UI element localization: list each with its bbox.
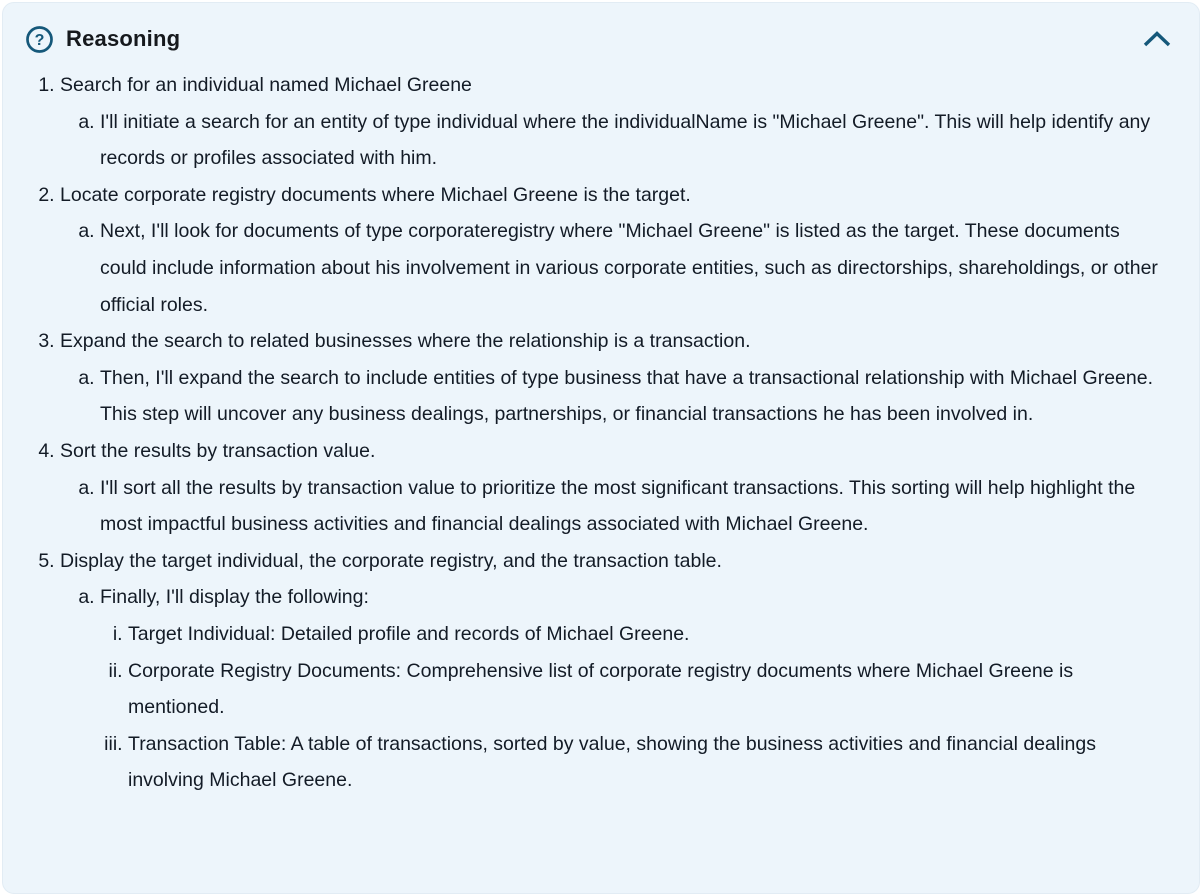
svg-text:?: ? <box>34 30 45 49</box>
detail-item: i. Target Individual: Detailed profile and records of Michael Greene. <box>128 616 1165 653</box>
detail-item: ii. Corporate Registry Documents: Comprehensive list of corporate registry documents where Michael Greene is mentioned. <box>128 653 1165 726</box>
substep-item: a. I'll sort all the results by transaction value to prioritize the most significant transactions. This sorting will help highlight the most impactful business activities and financial dealings associated with Michael Greene. <box>100 470 1165 543</box>
substep-item: a. I'll initiate a search for an entity of type individual where the individualName is "Michael Greene". This will help identify any records or profiles associated with him. <box>100 104 1165 177</box>
substep-item: a. Next, I'll look for documents of type corporateregistry where "Michael Greene" is listed as the target. These documents could include information about his involvement in various corporate entities, such as directorships, shareholdings, or other official roles. <box>100 213 1165 323</box>
reasoning-panel <box>2 2 1200 894</box>
substeps-list <box>60 104 1165 177</box>
step-item: 3. Expand the search to related businesses where the relationship is a transaction. a. Then, I'll expand the search to include entities of type business that have a transactional relationship with Michael Greene. This step will uncover any business dealings, partnerships, or financial transactions he has been involved in. <box>60 323 1165 433</box>
panel-title: Reasoning <box>66 26 181 51</box>
collapse-button[interactable] <box>1139 28 1175 50</box>
substeps-list <box>60 213 1165 323</box>
detail-item: iii. Transaction Table: A table of transactions, sorted by value, showing the business activities and financial dealings involving Michael Greene. <box>128 726 1165 799</box>
substeps-list <box>60 360 1165 433</box>
step-item: 5. Display the target individual, the corporate registry, and the transaction table. a. Finally, I'll display the following: i. Target Individual: Detailed profile and records of Michael Greene. ii. Corporate Registry Documents: Comprehensive list of corporate registry documents where Michael Greene is mentioned. iii. Transaction Table: A table of transactions, sorted by value, showing the business activities and financial dealings involving Michael Greene. <box>60 543 1165 799</box>
reasoning-panel-header <box>3 3 1199 54</box>
step-item: 1. Search for an individual named Michael Greene a. I'll initiate a search for an entity of type individual where the individualName is "Michael Greene". This will help identify any records or profiles associated with him. <box>60 67 1165 177</box>
help-circle-icon <box>25 25 54 54</box>
step-item: 4. Sort the results by transaction value. a. I'll sort all the results by transaction value to prioritize the most significant transactions. This sorting will help highlight the most impactful business activities and financial dealings associated with Michael Greene. <box>60 433 1165 543</box>
substep-item: a. Finally, I'll display the following: i. Target Individual: Detailed profile and records of Michael Greene. ii. Corporate Registry Documents: Comprehensive list of corporate registry documents where Michael Greene is mentioned. iii. Transaction Table: A table of transactions, sorted by value, showing the business activities and financial dealings involving Michael Greene. <box>100 579 1165 799</box>
substep-item: a. Then, I'll expand the search to include entities of type business that have a transactional relationship with Michael Greene. This step will uncover any business dealings, partnerships, or financial transactions he has been involved in. <box>100 360 1165 433</box>
details-list <box>100 616 1165 799</box>
chevron-up-icon <box>1141 30 1173 48</box>
steps-list <box>3 67 1165 799</box>
reasoning-steps <box>3 67 1199 809</box>
substeps-list <box>60 470 1165 543</box>
substeps-list <box>60 579 1165 799</box>
step-item: 2. Locate corporate registry documents where Michael Greene is the target. a. Next, I'll look for documents of type corporateregistry where "Michael Greene" is listed as the target. These documents could include information about his involvement in various corporate entities, such as directorships, shareholdings, or other official roles. <box>60 177 1165 323</box>
